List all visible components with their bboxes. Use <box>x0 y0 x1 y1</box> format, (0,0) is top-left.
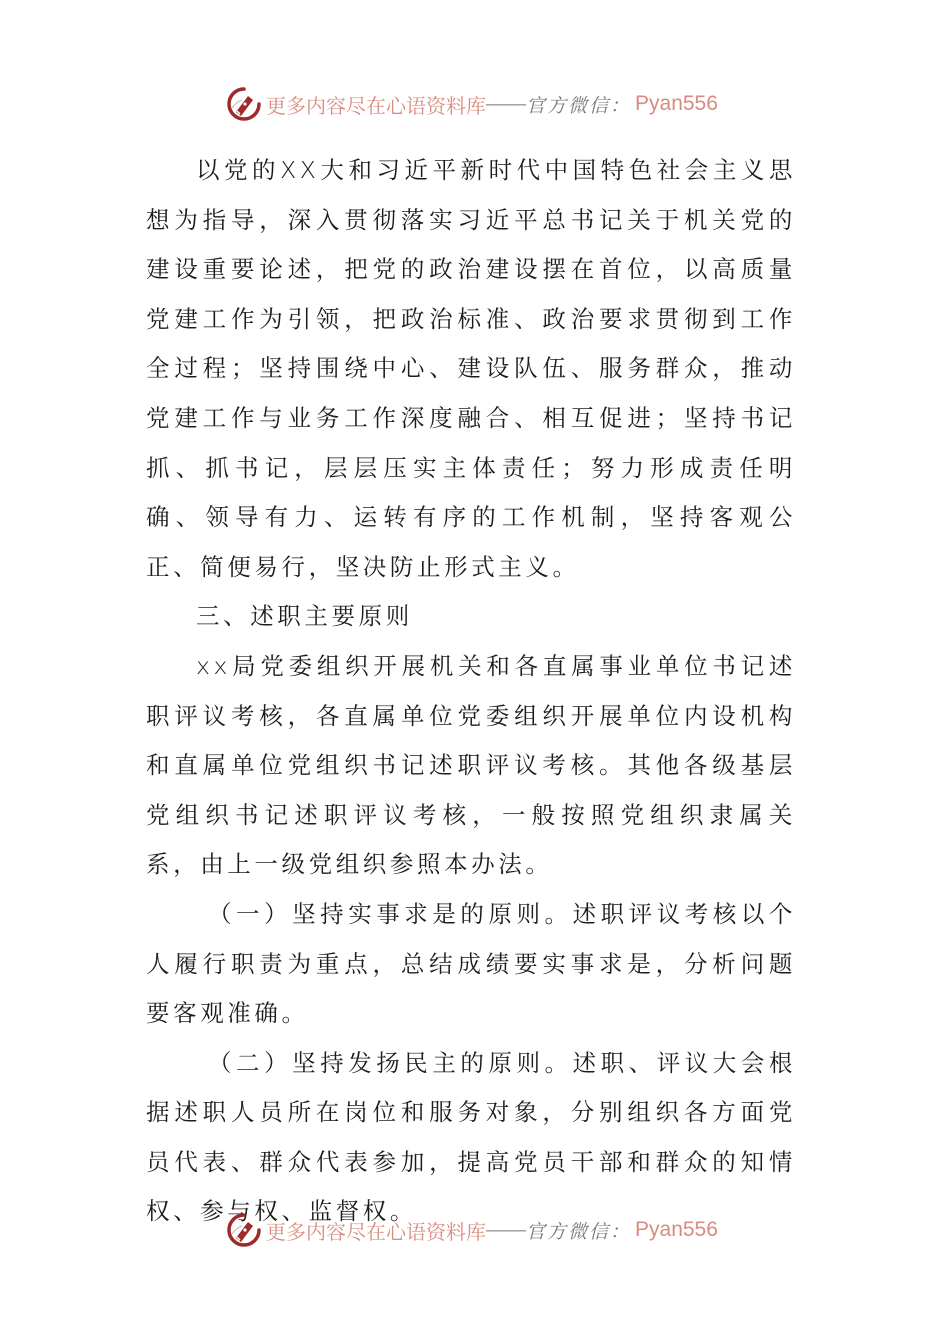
official-wechat-label: 官方微信： <box>526 94 632 117</box>
official-wechat-label: 官方微信： <box>526 1220 632 1243</box>
wechat-id: Pyan556 <box>635 92 718 115</box>
brand-name: 更多内容尽在心语资料库 <box>266 1219 486 1244</box>
document-body <box>146 146 796 1237</box>
paragraph-principle-one: （一）坚持实事求是的原则。述职评议考核以个人履行职责为重点，总结成绩要实事求是，分析问题要客观准确。 <box>146 899 796 1028</box>
separator-dash: —— <box>486 1218 526 1241</box>
wechat-id: Pyan556 <box>635 1218 718 1241</box>
paragraph-organization-scope: xx局党委组织开展机关和各直属事业单位书记述职评议考核，各直属单位党委组织开展单位内设机构和直属单位党组织书记述职评议考核。其他各级基层党组织书记述职评议考核，一般按照党组织隶属关系，由上一级党组织参照本办法。 <box>146 651 796 879</box>
pen-nib-circle-icon <box>226 1212 262 1248</box>
header-watermark-banner <box>226 82 718 126</box>
brand-name: 更多内容尽在心语资料库 <box>266 93 486 118</box>
footer-watermark-banner <box>226 1208 718 1252</box>
section-heading-principles: 三、述职主要原则 <box>196 602 413 631</box>
paragraph-guiding-thought: 以党的XX大和习近平新时代中国特色社会主义思想为指导，深入贯彻落实习近平总书记关于机关党的建设重要论述，把党的政治建设摆在首位，以高质量党建工作为引领，把政治标准、政治要求贯彻到工作全过程；坚持围绕中心、建设队伍、服务群众，推动党建工作与业务工作深度融合、相互促进；坚持书记抓、抓书记，层层压实主体责任；努力形成责任明确、领导有力、运转有序的工作机制，坚持客观公正、简便易行，坚决防止形式主义。 <box>146 156 796 581</box>
paragraph-principle-two: （二）坚持发扬民主的原则。述职、评议大会根据述职人员所在岗位和服务对象，分别组织各方面党员代表、群众代表参加，提高党员干部和群众的知情权、参与权、监督权。 <box>146 1048 796 1226</box>
separator-dash: —— <box>486 92 526 115</box>
pen-nib-circle-icon <box>226 86 262 122</box>
